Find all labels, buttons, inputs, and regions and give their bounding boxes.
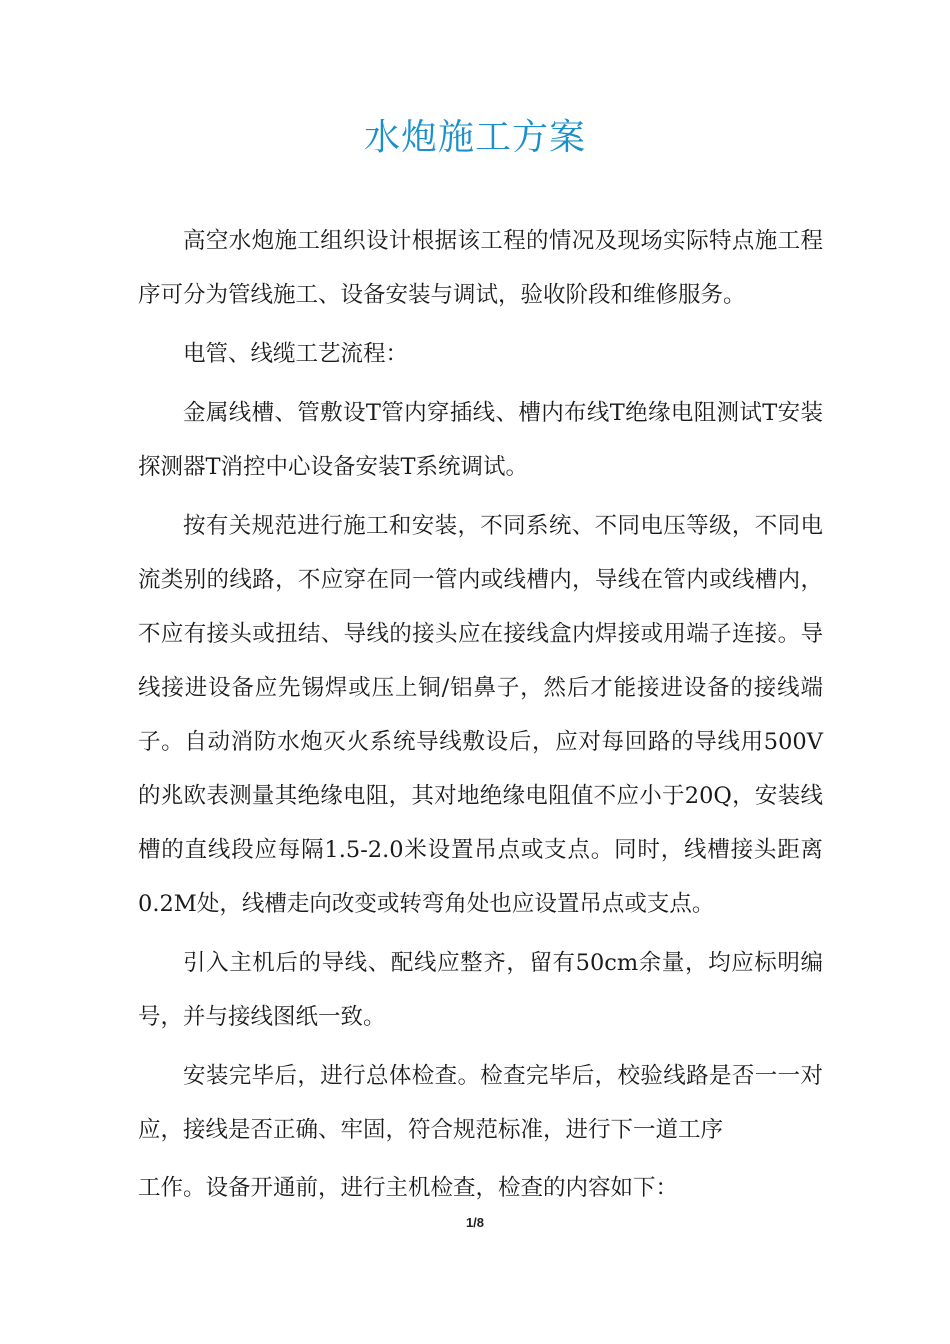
paragraph-process-flow: 金属线槽、管敷设T管内穿插线、槽内布线T绝缘电阻测试T安装探测器T消控中心设备安装T系统调试。 bbox=[138, 400, 823, 480]
paragraph-process-heading: 电管、线缆工艺流程： bbox=[183, 341, 409, 367]
paragraph-installation-rules: 按有关规范进行施工和安装，不同系统、不同电压等级，不同电流类别的线路，不应穿在同一管内或线槽内，导线在管内或线槽内，不应有接头或扭结、导线的接头应在接线盒内焊接或用端子连接。导线接进设备应先锡焊或压上铜/铝鼻子，然后才能接进设备的接线端子。自动消防水炮灭火系统导线敷设后，应对每回路的导线用500V的兆欧表测量其绝缘电阻，其对地绝缘电阻值不应小于20Q，安装线槽的直线段应每隔1.5-2.0米设置吊点或支点。同时，线槽接头距离0.2M处，线槽走向改变或转弯角处也应设置吊点或支点。 bbox=[138, 513, 823, 917]
paragraph-continuation: 工作。设备开通前，进行主机检查，检查的内容如下： bbox=[138, 1175, 679, 1201]
page-number: 1/8 bbox=[465, 1215, 485, 1230]
paragraph-wiring: 引入主机后的导线、配线应整齐，留有50cm余量，均应标明编号，并与接线图纸一致。 bbox=[138, 950, 823, 1030]
document-body bbox=[138, 214, 823, 1215]
paragraph-inspection: 安装完毕后，进行总体检查。检查完毕后，校验线路是否一一对应，接线是否正确、牢固，符合规范标准，进行下一道工序 bbox=[138, 1063, 823, 1143]
paragraph-intro: 高空水炮施工组织设计根据该工程的情况及现场实际特点施工程序可分为管线施工、设备安装与调试，验收阶段和维修服务。 bbox=[138, 228, 823, 308]
document-title: 水炮施工方案 bbox=[363, 117, 586, 158]
